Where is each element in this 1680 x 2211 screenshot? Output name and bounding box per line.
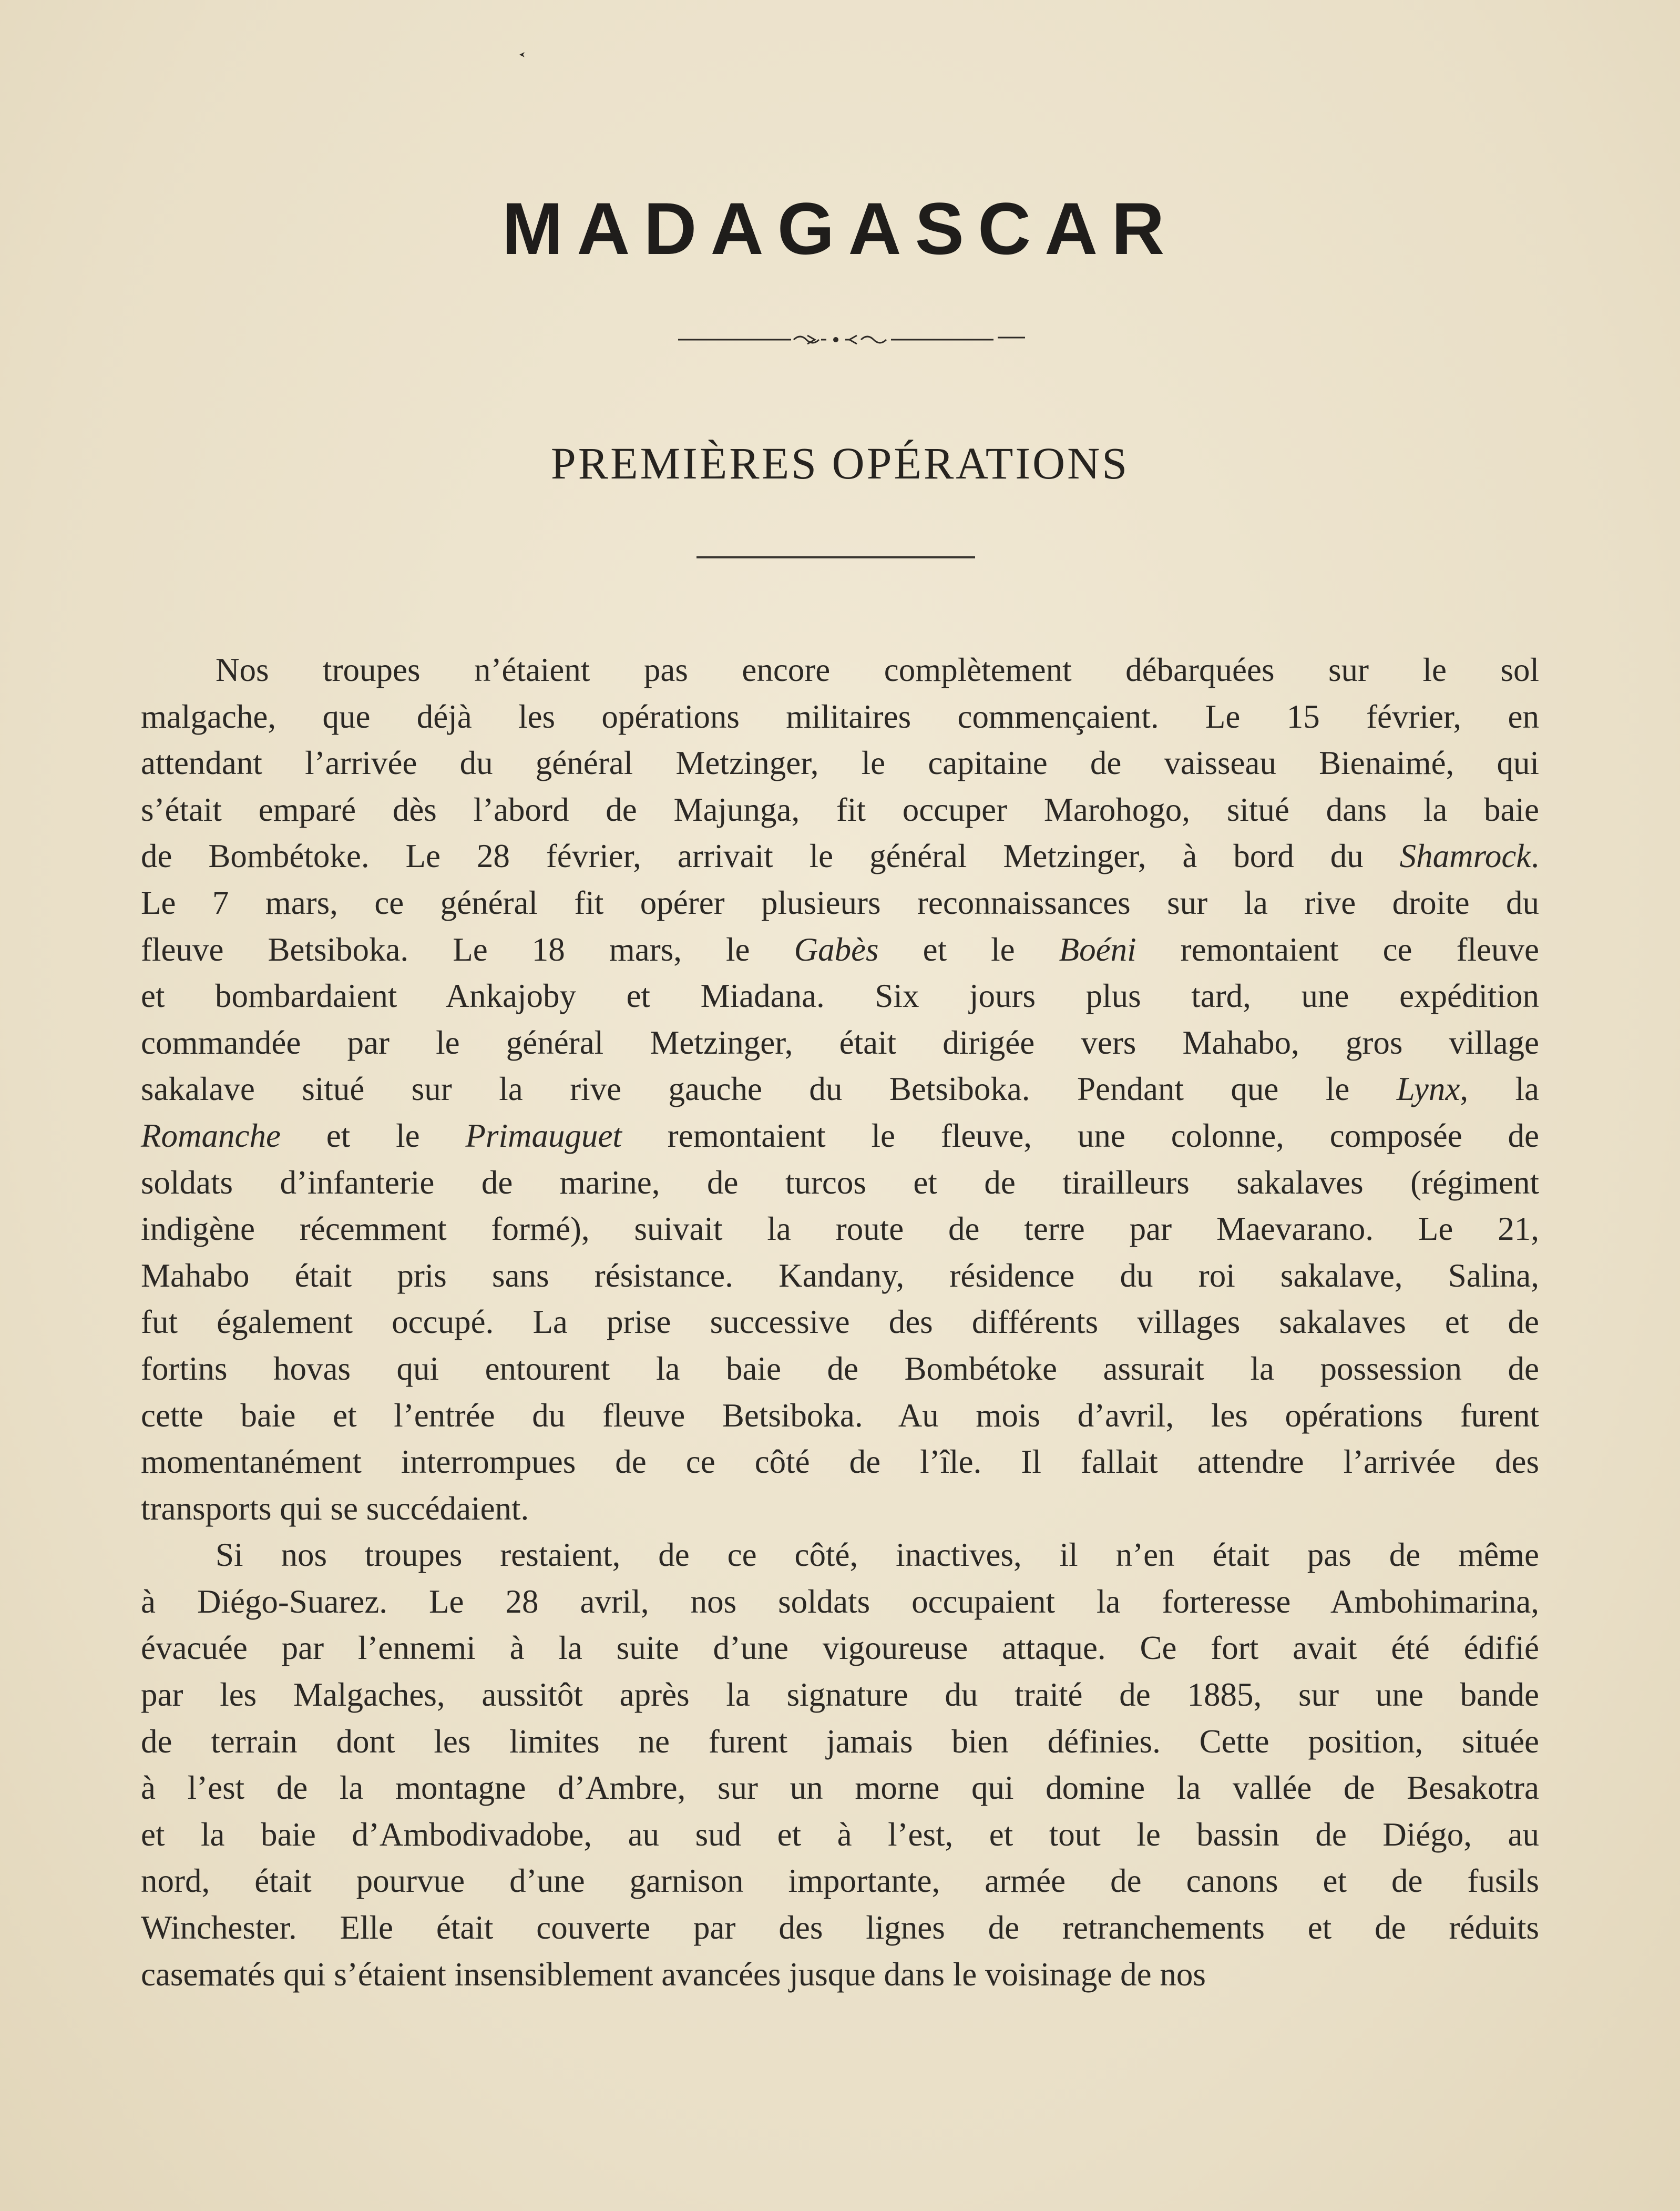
text-line [141,1811,1539,1858]
text-line [141,880,1539,926]
text-run: Winchester. Elle était couverte par des lignes de retranchements et de réduits [141,1909,1539,1947]
text-run: évacuée par l’ennemi à la suite d’une vigoureuse attaque. Ce fort avait été édifié [141,1629,1539,1667]
text-run: cette baie et l’entrée du fleuve Betsiboka. Au mois d’avril, les opérations furent [141,1397,1539,1434]
text-run: et la baie d’Ambodivadobe, au sud et à l’est, et tout le bassin de Diégo, au [141,1816,1539,1853]
text-run: et le [878,931,1059,968]
text-run: s’était emparé dès l’abord de Majunga, fit occuper Marohogo, situé dans la baie [141,791,1539,828]
text-line [141,1625,1539,1672]
text-run: fortins hovas qui entourent la baie de Bombétoke assurait la possession de [141,1350,1539,1387]
text-run: momentanément interrompues de ce côté de l’île. Il fallait attendre l’arrivée des [141,1443,1539,1481]
text-run: sakalave situé sur la rive gauche du Betsiboka. Pendant que le [141,1071,1397,1108]
text-line [141,1904,1539,1951]
italic-title: Shamrock [1399,838,1531,875]
text-run: , la [1460,1071,1540,1108]
text-line [141,1578,1539,1625]
italic-title: Lynx [1396,1071,1460,1108]
text-line [141,647,1539,694]
text-line [141,740,1539,787]
text-line [141,1672,1539,1718]
text-run: soldats d’infanterie de marine, de turcos et de tirailleurs sakalaves (régiment [141,1164,1539,1201]
text-run: à l’est de la montagne d’Ambre, sur un morne qui domine la vallée de Besakotra [141,1769,1539,1807]
text-line [141,833,1539,880]
text-run: et le [280,1117,466,1154]
text-line [141,1951,1539,1998]
text-run: commandée par le général Metzinger, était dirigée vers Mahabo, gros village [141,1024,1539,1061]
text-run: à Diégo-Suarez. Le 28 avril, nos soldats occupaient la forteresse Ambohimarina, [141,1583,1539,1620]
ornament-divider-icon [678,326,1025,352]
text-run: remontaient le fleuve, une colonne, composée de [621,1117,1540,1154]
italic-title: Boéni [1059,931,1136,968]
text-line [141,1858,1539,1904]
text-run: Si nos troupes restaient, de ce côté, inactives, il n’en était pas de même [216,1536,1539,1574]
text-line [141,1113,1539,1159]
text-line [141,1765,1539,1811]
text-run: malgache, que déjà les opérations militaires commençaient. Le 15 février, en [141,698,1539,735]
heading-rule [696,556,975,558]
text-line [141,1252,1539,1299]
text-run: attendant l’arrivée du général Metzinger, le capitaine de vaisseau Bienaimé, qui [141,745,1539,782]
text-run: indigène récemment formé), suivait la route de terre par Maevarano. Le 21, [141,1210,1539,1248]
italic-title: Primauguet [465,1117,622,1154]
page-title: MADAGASCAR [501,187,1179,270]
text-line [141,1206,1539,1252]
text-run: fleuve Betsiboka. Le 18 mars, le [141,931,794,968]
text-run: Mahabo était pris sans résistance. Kandany, résidence du roi sakalave, Salina, [141,1257,1539,1294]
body-text [141,647,1539,1998]
text-run: Le 7 mars, ce général fit opérer plusieurs reconnaissances sur la rive droite du [141,884,1539,921]
italic-title: Romanche [141,1117,281,1154]
text-line [141,1299,1539,1346]
text-line [141,1066,1539,1113]
text-line [141,1718,1539,1765]
text-run: . [1531,838,1539,875]
text-run: fut également occupé. La prise successive des différents villages sakalaves et de [141,1303,1539,1341]
text-line [141,926,1539,973]
text-line [141,973,1539,1020]
text-run: transports qui se succédaient. [141,1490,529,1527]
text-line [141,1020,1539,1066]
text-run: Nos troupes n’étaient pas encore complètement débarquées sur le sol [216,651,1539,688]
italic-title: Gabès [794,931,879,968]
text-run: de terrain dont les limites ne furent jamais bien définies. Cette position, située [141,1723,1539,1760]
text-line [141,694,1539,740]
text-line [141,1532,1539,1578]
text-run: nord, était pourvue d’une garnison importante, armée de canons et de fusils [141,1862,1539,1900]
text-run: et bombardaient Ankajoby et Miadana. Six jours plus tard, une expédition [141,977,1539,1015]
text-run: de Bombétoke. Le 28 février, arrivait le général Metzinger, à bord du [141,838,1400,875]
section-heading: PREMIÈRES OPÉRATIONS [550,438,1130,488]
text-line [141,1485,1539,1532]
text-run: par les Malgaches, aussitôt après la signature du traité de 1885, sur une bande [141,1676,1539,1714]
text-line [141,1346,1539,1392]
text-line [141,1392,1539,1439]
text-run: remontaient ce fleuve [1136,931,1539,968]
text-line [141,1159,1539,1206]
text-line [141,1439,1539,1485]
printer-mark-icon [518,50,527,59]
text-run: casematés qui s’étaient insensiblement avancées jusque dans le voisinage de nos [141,1955,1206,1993]
text-line [141,787,1539,833]
